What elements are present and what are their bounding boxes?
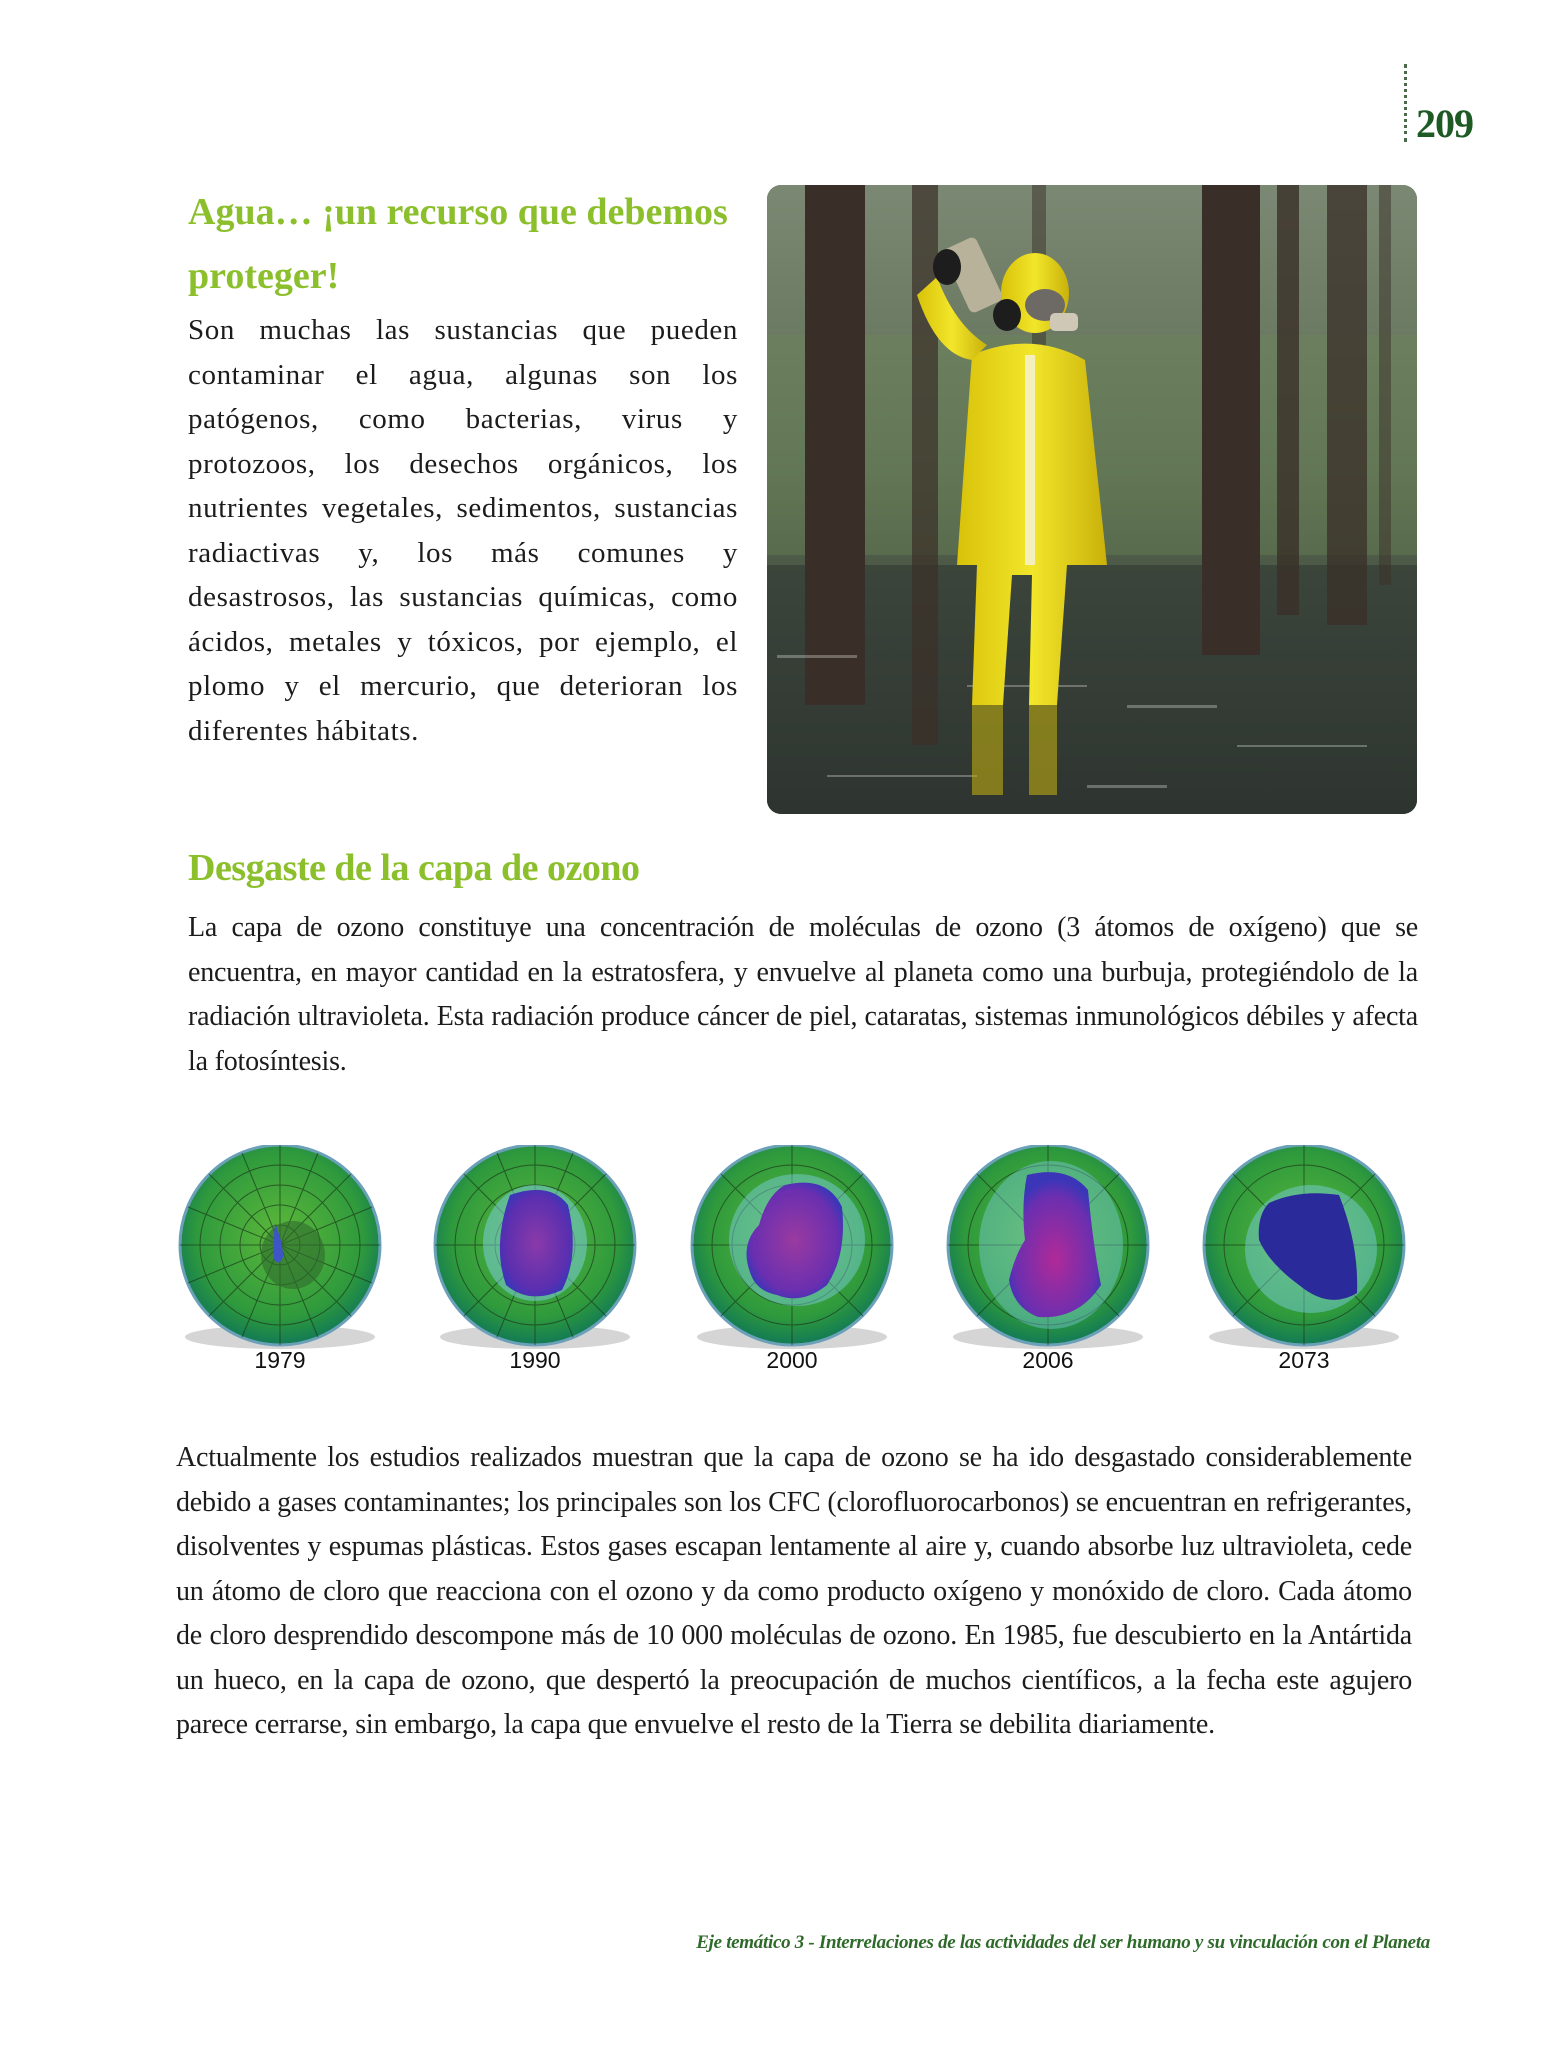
globe-year-label: 2073 bbox=[1278, 1347, 1330, 1373]
ozone-globe-icon bbox=[175, 1145, 385, 1355]
paragraph-ozono: La capa de ozono constituye una concentración de moléculas de ozono (3 átomos de oxígeno) que se encuentra, en mayor cantidad en la estratosfera, y envuelve al planeta como una burbuja, protegiéndolo de la radiación ultravioleta. Esta radiación produce cáncer de piel, cataratas, sistemas inmunológicos débiles y afecta la fotosíntesis. bbox=[188, 912, 1418, 1077]
footer-running-title: Eje temático 3 - Interrelaciones de las actividades del ser humano y su vinculación con el Planeta bbox=[696, 1932, 1430, 1953]
globe-2000 bbox=[687, 1145, 897, 1385]
hazmat-photo-illustration bbox=[767, 185, 1417, 814]
globe-year-label: 2006 bbox=[1022, 1347, 1074, 1373]
page-number-divider bbox=[1404, 64, 1407, 142]
page-number: 209 bbox=[1416, 101, 1473, 146]
ozone-globe-icon bbox=[1199, 1145, 1409, 1355]
paragraph-agua: Son muchas las sustancias que pueden contaminar el agua, algunas son los patógenos, como bacterias, virus y protozoos, los desechos orgánicos, los nutrientes vegetales, sedimentos, sustancias radiactivas y, los más comunes y desastrosos, las sustancias químicas, como ácidos, metales y tóxicos, por ejemplo, el plomo y el mercurio, que deterioran los diferentes hábitats. bbox=[188, 314, 738, 747]
globe-year-label: 1990 bbox=[509, 1347, 561, 1373]
section-heading-ozono: Desgaste de la capa de ozono bbox=[188, 847, 640, 889]
ozone-globe-icon bbox=[430, 1145, 640, 1355]
globe-2006 bbox=[943, 1145, 1153, 1385]
ozone-globe-icon bbox=[687, 1145, 897, 1355]
ozone-hole-figure bbox=[175, 1145, 1415, 1385]
globe-year-label: 2000 bbox=[766, 1347, 818, 1373]
hazmat-photo bbox=[767, 185, 1417, 814]
paragraph-actual: Actualmente los estudios realizados muestran que la capa de ozono se ha ido desgastado considerablemente debido a gases contaminantes; los principales son los CFC (clorofluorocarbonos) se encuentran en refrigerantes, disolventes y espumas plásticas. Estos gases escapan lentamente al aire y, cuando absorbe luz ultravioleta, cede un átomo de cloro que reacciona con el ozono y da como producto oxígeno y monóxido de cloro. Cada átomo de cloro desprendido descompone más de 10 000 moléculas de ozono. En 1985, fue descubierto en la Antártida un hueco, en la capa de ozono, que despertó la preocupación de muchos científicos, a la fecha este agujero parece cerrarse, sin embargo, la capa que envuelve el resto de la Tierra se debilita diariamente. bbox=[176, 1442, 1412, 1740]
globe-year-label: 1979 bbox=[254, 1347, 306, 1373]
ozone-globe-icon bbox=[943, 1145, 1153, 1355]
globe-1979 bbox=[175, 1145, 385, 1385]
globe-1990 bbox=[430, 1145, 640, 1385]
section-heading-agua: Agua… ¡un recurso que debemos proteger! bbox=[188, 191, 728, 297]
globe-2073 bbox=[1199, 1145, 1409, 1385]
